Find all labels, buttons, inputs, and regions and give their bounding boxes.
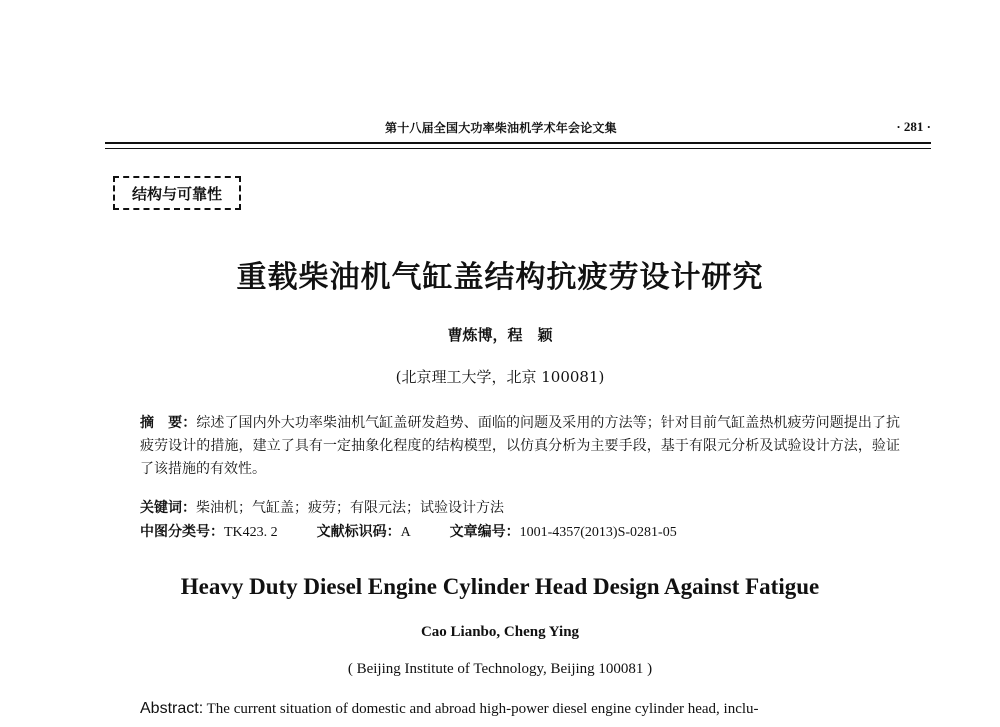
article-no-value: 1001-4357(2013)S-0281-05 bbox=[519, 525, 677, 540]
affiliation-en: ( Beijing Institute of Technology, Beijing 100081 ) bbox=[347, 661, 653, 677]
clc-value: TK423. 2 bbox=[224, 525, 278, 540]
header-rule-thin bbox=[105, 148, 931, 149]
authors-cn: 曹炼博，程 颖 bbox=[447, 326, 553, 344]
abstract-en-text: The current situation of domestic and abroad high-power diesel engine cylinder head, inclu- bbox=[206, 701, 759, 717]
doc-code-label: 文献标识码： bbox=[316, 524, 401, 540]
abstract-cn-label: 摘 要： bbox=[140, 415, 197, 431]
article-no-label: 文章编号： bbox=[449, 524, 520, 540]
paper-title-cn: 重载柴油机气缸盖结构抗疲劳设计研究 bbox=[236, 260, 764, 295]
running-title: 第十八届全国大功率柴油机学术年会论文集 bbox=[385, 121, 617, 135]
keywords-line bbox=[140, 497, 900, 517]
classification-line bbox=[140, 521, 900, 541]
abstract-en-label: Abstract: bbox=[140, 700, 204, 717]
header-rule-thick bbox=[105, 142, 931, 144]
abstract-cn-text: 综述了国内外大功率柴油机气缸盖研发趋势、面临的问题及采用的方法等；针对目前气缸盖热机疲劳问题提出了抗疲劳设计的措施，建立了具有一定抽象化程度的结构模型，以仿真分析为主要手段，基于有限元分析及试验设计方法，验证了该措施的有效性。 bbox=[140, 415, 901, 477]
abstract-en bbox=[140, 700, 900, 718]
page-number: · 281 · bbox=[896, 119, 931, 134]
running-header bbox=[105, 119, 935, 139]
abstract-cn bbox=[140, 412, 900, 481]
doc-code-value: A bbox=[400, 525, 411, 540]
keywords-label: 关键词： bbox=[140, 500, 196, 516]
clc-label: 中图分类号： bbox=[140, 524, 224, 540]
paper-title-en: Heavy Duty Diesel Engine Cylinder Head Design Against Fatigue bbox=[180, 574, 820, 599]
section-tag: 结构与可靠性 bbox=[113, 176, 241, 210]
affiliation-cn: (北京理工大学，北京 100081) bbox=[395, 368, 605, 386]
keywords-text: 柴油机；气缸盖；疲劳；有限元法；试验设计方法 bbox=[196, 500, 504, 516]
authors-en: Cao Lianbo, Cheng Ying bbox=[420, 624, 580, 640]
